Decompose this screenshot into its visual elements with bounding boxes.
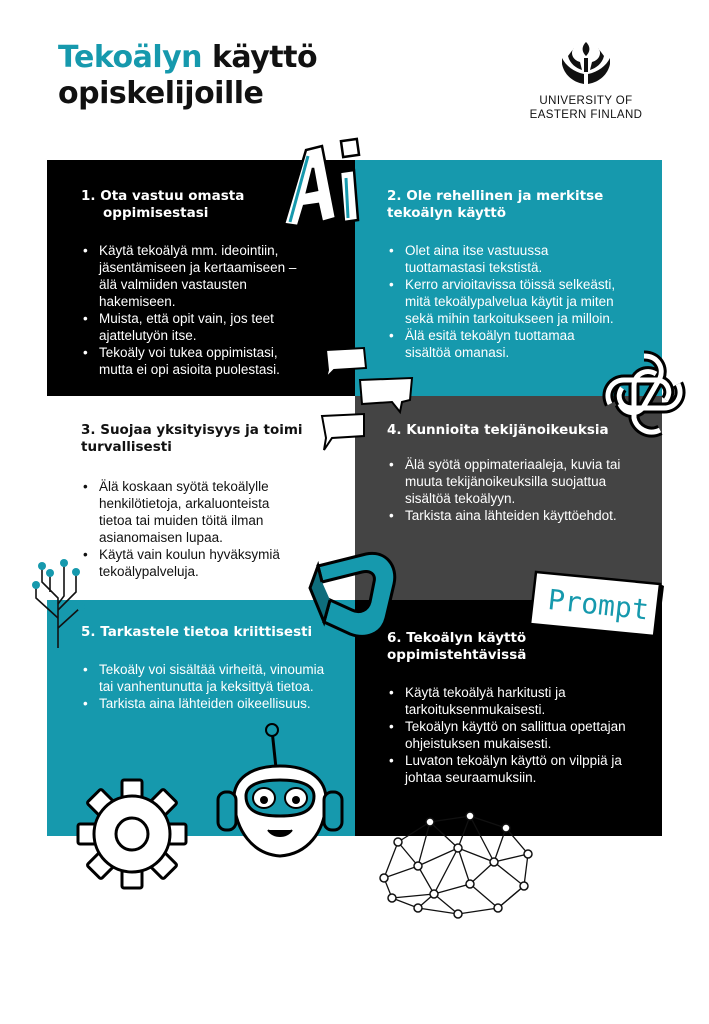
section-1-list	[81, 242, 306, 378]
book-tree-logo-icon	[560, 40, 612, 86]
list-item: • Luvaton tekoälyn käyttö on vilppiä ja johtaa seuraamuksiin.	[387, 752, 635, 786]
university-logo	[526, 40, 646, 132]
prompt-note-icon	[526, 562, 666, 640]
section-1-title: 1. Ota vastuu omasta oppimisestasi	[81, 188, 245, 221]
list-item: • Käytä vain koulun hyväksymiä tekoälypalveluja.	[81, 546, 306, 580]
network-brain-icon	[374, 808, 538, 920]
logo-line1: UNIVERSITY OF	[539, 95, 633, 107]
section-5-title: 5. Tarkastele tietoa kriittisesti	[81, 624, 313, 640]
curved-ribbon-icon	[306, 548, 404, 644]
list-item: • Tarkista aina lähteiden oikeellisuus.	[81, 695, 331, 712]
chat-bubble-icon	[320, 346, 420, 456]
section-5-list	[81, 661, 331, 712]
list-item: • Kerro arvioitavissa töissä selkeästi, mitä tekoälypalvelua käytit ja miten sekä mihin tarkoitukseen ja milloin.	[387, 276, 617, 327]
list-item: • Muista, että opit vain, jos teet ajattelutyön itse.	[81, 310, 306, 344]
title-accent: Tekoälyn	[58, 40, 203, 75]
section-2-title: 2. Ole rehellinen ja merkitse tekoälyn käyttö	[387, 188, 604, 221]
list-item: • Olet aina itse vastuussa tuottamastasi tekstistä.	[387, 242, 617, 276]
list-item: • Tekoäly voi tukea oppimistasi, mutta ei opi asioita puolestasi.	[81, 344, 306, 378]
section-6-list	[387, 684, 635, 786]
section-6-title: 6. Tekoälyn käyttö oppimistehtävissä	[387, 630, 527, 663]
page-title	[58, 40, 317, 112]
section-4-list	[387, 456, 627, 524]
title-rest: käyttö	[202, 40, 318, 75]
section-3-title: 3. Suojaa yksityisyys ja toimi turvallisesti	[81, 422, 303, 455]
list-item: • Tarkista aina lähteiden käyttöehdot.	[387, 507, 627, 524]
gear-icon	[72, 774, 192, 894]
openai-knot-icon	[598, 348, 690, 440]
list-item: • Älä esitä tekoälyn tuottamaa sisältöä omanasi.	[387, 327, 617, 361]
circuit-tree-icon	[28, 558, 88, 648]
list-item: • Älä syötä oppimateriaaleja, kuvia tai muuta tekijänoikeuksilla suojattua sisältöä tekoälyyn.	[387, 456, 627, 507]
title-line2: opiskelijoille	[58, 76, 264, 111]
list-item: • Tekoäly voi sisältää virheitä, vinoumia tai vanhentunutta ja keksittyä tietoa.	[81, 661, 331, 695]
robot-icon	[210, 722, 350, 872]
list-item: • Tekoälyn käyttö on sallittua opettajan ohjeistuksen mukaisesti.	[387, 718, 635, 752]
list-item: • Älä koskaan syötä tekoälylle henkilötietoja, arkaluonteista tietoa tai muiden töitä ilman asianomaisen lupaa.	[81, 478, 306, 546]
list-item: • Käytä tekoälyä harkitusti ja tarkoituksenmukaisesti.	[387, 684, 635, 718]
section-3-list	[81, 478, 306, 580]
prompt-label: Prompt	[546, 583, 651, 627]
section-2-list	[387, 242, 617, 361]
ai-letters-icon	[278, 132, 378, 232]
section-4-title: 4. Kunnioita tekijänoikeuksia	[387, 422, 609, 438]
logo-line2: EASTERN FINLAND	[529, 109, 643, 121]
list-item: • Käytä tekoälyä mm. ideointiin, jäsentämiseen ja kertaamiseen – älä valmiiden vastausten hakemiseen.	[81, 242, 306, 310]
